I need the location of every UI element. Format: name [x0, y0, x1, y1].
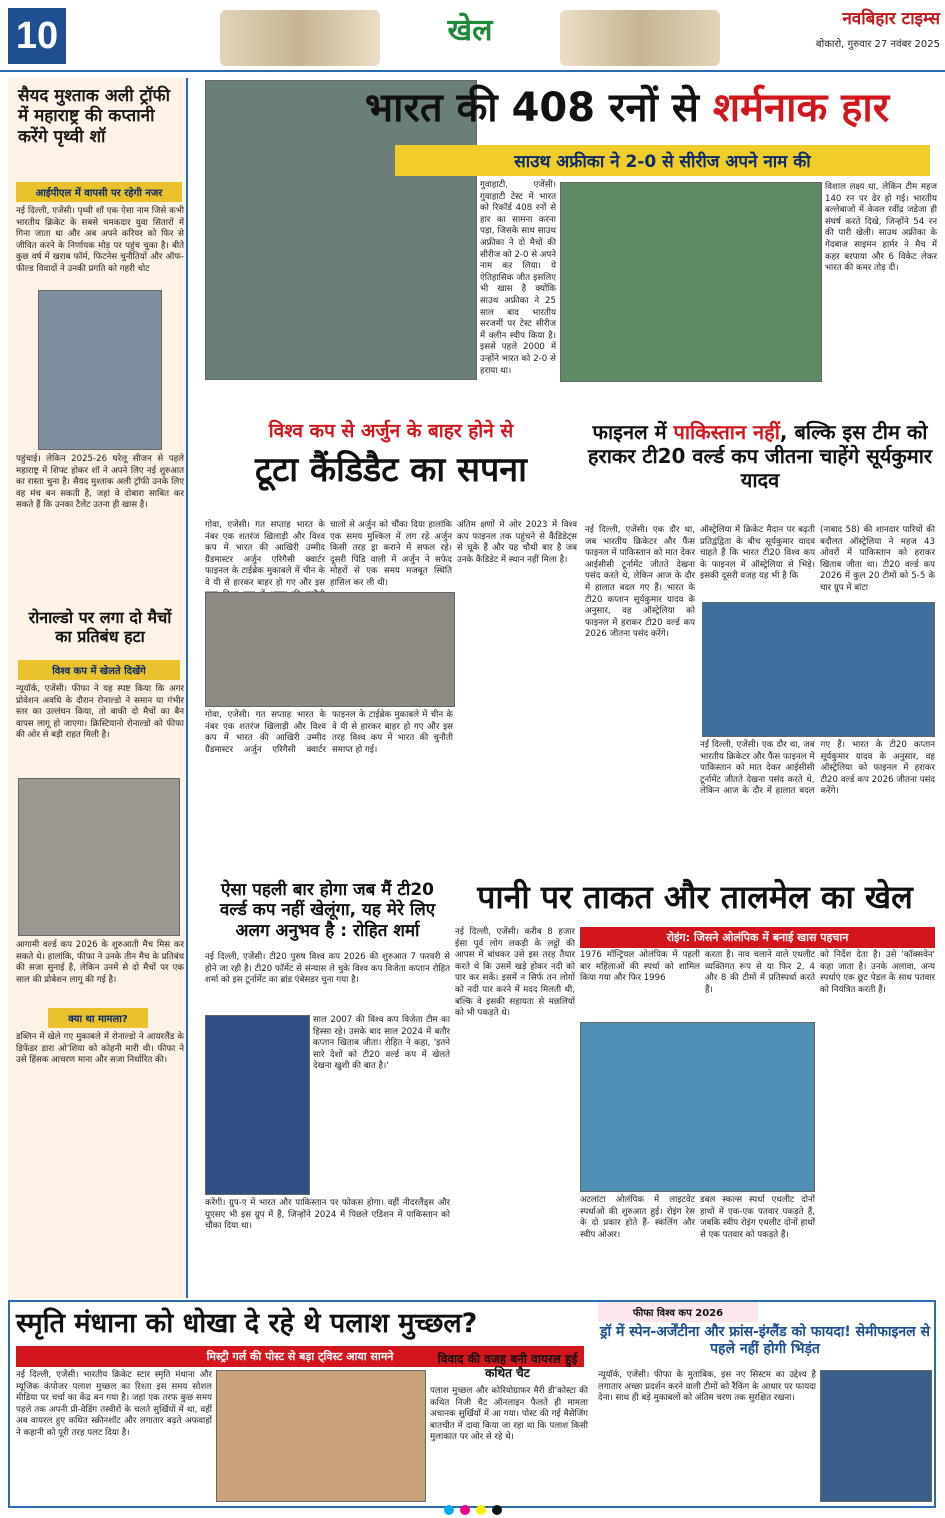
rowing-body-4: को निर्देश देता है। उसे 'कॉक्सवेन' कहा जाता है। उनके अलावा, अन्य स्पर्धाएं एक छूट पेडल के साथ पतवार को नियंत्रित करती हैं। [820, 950, 935, 995]
ronaldo-strap: विश्व कप में खेलते दिखेंगे [18, 660, 180, 680]
chat-subhead: विवाद की वजह बनी वायरल हुई कथित चैट [437, 1352, 578, 1381]
chat-body: पलाश मुच्छल और कोरियोग्राफर मैरी डी'कोस्टा की कथित निजी चैट ऑनलाइन फैलते ही मामला अचानक सुर्खियों में आ गया। पोस्ट की गई मैसेजिंग बातचीत में दावा किया जा रहा था कि पलाश किसी मुलाकात पर ओर से रहे थे। [430, 1386, 588, 1443]
surya-headline-b: पाकिस्तान नहीं [673, 420, 780, 444]
rowing-photo [580, 1022, 815, 1192]
ronaldo-body-final: डब्लिन में खेले गए मुकाबले में रोनाल्डो ने आयरलैंड के डिफेंडर डारा ओ'शिया को कोहनी मारी थी। फीफा ने उसे हिंसक आचरण माना और सजा निर्धारित की। [16, 1032, 184, 1066]
fifa-headline: ड्रॉ में स्पेन-अर्जेंटीना और फ्रांस-इंग्लैंड को फायदा! सेमीफाइनल से पहले नहीं होगी भिड़ंत [600, 1324, 930, 1357]
arjun-body-right: अंतिम क्षणों में ओर 2023 में विश्व कप फाइनल तक पहुंचने से कैंडिडेट्स से चूके हैं और यह चौथी बार है जब उनके कैंडिडेट में स्थान नहीं मिला है। [457, 520, 577, 565]
sports-illustration [220, 10, 380, 66]
smriti-body: नई दिल्ली, एजेंसी। भारतीय क्रिकेट स्टार स्मृति मंधाना और म्यूजिक कंपोजर पलाश मुच्छल का रिश्ता इस समय सोशल मीडिया पर चर्चा का केंद्र बन गया है। जहां एक तरफ कुछ समय पहले तक अपनी प्री-वेडिंग तस्वीरों के चलते सुर्खियों में था, वहीं अब वायरल हुए कथित स्क्रीनशॉट और लगातार बढ़ते अफवाहों ने कहानी को पूरी तरह पलट दिया है। [16, 1370, 212, 1438]
rowing-headline: पानी पर ताकत और तालमेल का खेल [477, 878, 913, 916]
surya-body-3: (नाबाद 58) की शानदार पारियों की बदौलत ऑस्ट्रेलिया ने महज 43 ओवरों में पाकिस्तान को हराकर खिताब जीता था। टी20 वर्ल्ड कप 2026 में कुल 20 टीमों को 5-5 के चार ग्रुप में बांटा [820, 525, 935, 593]
shaw-strap: आईपीएल में वापसी पर रहेगी नजर [16, 182, 182, 202]
surya-headline [585, 420, 935, 492]
section-title: खेल [447, 13, 493, 48]
masthead [0, 0, 945, 72]
arjun-body-2: चालों से अर्जुन को चौंका दिया हालांकि एक समय मुश्किल में लग रहे अर्जुन किसी तरह ड्रा कराने में सफल रहे। दूसरी पिंडि वाली में अर्जुन ने सफेद मोहरों से एक समय मजबूत स्थिति हासिल कर ली थी। [330, 520, 452, 588]
india-loss-body: गुवाहाटी, एजेंसी। गुवाहाटी टेस्ट में भारत को रिकॉर्ड 408 रनों से हार का सामना करना पड़ा, जिसके साथ साउथ अफ्रीका ने दो मैचों की सीरीज को 2-0 से अपने नाम कर लिया। ये ऐतिहासिक जीत इसलिए भी खास है क्योंकि साउथ अफ्रीका ने 25 साल बाद भारतीय सरजमीं पर टेस्ट सीरीज में क्लीन स्वीप किया है। इससे पहले 2000 में उन्होंने भारत को 2-0 से हराया था। [480, 180, 556, 376]
dateline: बोकारो, गुरुवार 27 नवंबर 2025 [815, 39, 940, 50]
chess-players-photo [205, 592, 455, 707]
south-africa-celebration-photo [560, 182, 822, 382]
fifa-body: न्यूयॉर्क, एजेंसी। फीफा के मुताबिक, इस नए सिस्टम का उद्देश्य है लगातार अच्छा प्रदर्शन करने वाली टीमों को रैंकिंग के आधार पर फायदा देना। साथ ही बड़े मुकाबलों को अंतिम चरण तक सुरक्षित रखना। [598, 1370, 816, 1404]
shaw-body: नई दिल्ली, एजेंसी। पृथ्वी शॉ एक ऐसा नाम जिसे कभी भारतीय क्रिकेट के सबसे चमकदार युवा सितारों में गिना जाता था और अब अपने करियर को फिर से जीवित करने के निर्णायक मोड़ पर पहुंच चुका है। बीते कुछ वर्ष में खराब फॉर्म, फिटनेस चुनौतियों और ऑफ-फील्ड विवादों ने उनकी प्रगति को गहरी चोट [16, 206, 184, 274]
rohit-body-2: साल 2007 की विश्व कप विजेता टीम का हिस्सा रहे। उसके बाद साल 2024 में बतौर कप्तान खिताब जीता। रोहित ने कहा, 'इतने सारे देशों को टी20 वर्ल्ड कप में खेलते देखना खुशी की बात है।' [313, 1015, 450, 1072]
smriti-headline: स्मृति मंधाना को धोखा दे रहे थे पलाश मुच्छल? [16, 1308, 478, 1339]
print-registration-marks [0, 1505, 945, 1518]
rowing-strap: रोइंग: जिसने ओलंपिक में बनाई खास पहचान [580, 927, 935, 948]
rowing-body: नई दिल्ली, एजेंसी। करीब 8 हजार ईसा पूर्व लोग लकड़ी के लट्ठों की आपस में बांधकर उसे इस तरह तैयार करते थे कि उसमें खड़े होकर नदी को पार कर सकें। इसमें न सिर्फ तन लोगों को नदी पार करने में मदद मिलती थी, बल्कि वे इसकी सहायता से मछलियों को भी पकड़ते थे। [455, 927, 575, 1019]
rohit-body-3: करेंगी। ग्रुप-ए में भारत और पाकिस्तान पर फोकस होगा। वहीं नीदरलैंड्स और यूएसए भी इस ग्रुप में हैं, जिन्होंने 2024 में पिछले एडिशन में पाकिस्तान को चौंका दिया था। [205, 1198, 450, 1232]
surya-body-2: ऑस्ट्रेलिया में क्रिकेट मैदान पर बढ़ती प्रतिद्वंद्विता के बीच सूर्यकुमार यादव चाहते हैं कि भारत टी20 विश्व कप के फाइनल में ऑस्ट्रेलिया से भिड़े। इसकी दूसरी वजह यह भी है कि [700, 525, 815, 582]
surya-headline-a: फाइनल में [592, 420, 674, 444]
yellow-mark [476, 1505, 486, 1515]
ronaldo-headline: रोनाल्डो पर लगा दो मैचों का प्रतिबंध हटा [28, 608, 172, 647]
ronaldo-photo [18, 778, 180, 936]
india-loss-subheadline: साउथ अफ्रीका ने 2-0 से सीरीज अपने नाम की [395, 145, 930, 176]
ronaldo-body: न्यूयॉर्क, एजेंसी। फीफा ने यह स्पष्ट किया कि अगर प्रोवेशन अवधि के दौरान रोनाल्डो ने समान या गंभीर स्तर का उल्लंघन किया, तो बाकी दो मैचों का बैन वापस लागू हो जाएगा। क्रिस्टियानो रोनाल्डो को फीफा की ओर से बड़ी राहत मिली है। [16, 684, 184, 741]
rohit-body: नई दिल्ली, एजेंसी। टी20 पुरुष विश्व कप 2026 की शुरुआत 7 फरवरी से होने जा रही है। टी20 फॉर्मेट से संन्यास ले चुके विश्व कप विजेता कप्तान रोहित शर्मा को इस टूर्नामेंट का ब्रांड एंबेसडर चुना गया है। [205, 952, 450, 986]
arjun-body-3: गोवा, एजेंसी। गत सप्ताह भारत के नंबर एक शतरंज खिलाड़ी और विश्व कप में भारत की आखिरी उम्मीद ग्रैंडमास्टर अर्जुन एरिगैसी क्वार्टर फाइनल के टाईब्रेक मुकाबले में चीन के वे यी से हारकर बाहर हो गए और इस तरह विश्व कप में भारत की चुनौती समाप्त हो गई। [205, 710, 453, 755]
rohit-headline: ऐसा पहली बार होगा जब मैं टी20 वर्ल्ड कप नहीं खेलूंगा, यह मेरे लिए अलग अनुभव है : रोहित शर्मा [219, 880, 436, 941]
india-loss-body-right: विशाल लक्ष्य था, लेकिन टीम महज 140 रन पर ढेर हो गई। भारतीय बल्लेबाजों में केवल रवींद्र जडेजा ही संघर्ष करते दिखे, जिन्होंने 54 रन की पारी खेली। साउथ अफ्रीका के गेंदबाज साइमन हार्मर ने मैच में कहर बरपाया और 6 विकेट लेकर भारत की कमर तोड़ दी। [825, 182, 937, 274]
arjun-headline [205, 420, 577, 443]
rowing-body-5: अटलांटा ओलंपिक में लाइटवेट स्पर्धाओं की शुरुआत हुई। रोइंग रेस के दो प्रकार होते हैं- स्कलिंग और स्वीप ओअर। [580, 1195, 695, 1240]
surya-body: नई दिल्ली, एजेंसी। एक दौर था, जब भारतीय क्रिकेटर और फैंस फाइनल में पाकिस्तान को मात देकर आईसीसी टूर्नामेंट जीतते देखना पसंद करते थे, लेकिन आज के दौर में हालात बदल गए हैं। भारत के टी20 कप्तान सूर्यकुमार यादव के अनुसार, वह ऑस्ट्रेलिया को फाइनल में हराकर टी20 वर्ल्ड कप 2026 जीतना पसंद करेंगे। [585, 525, 695, 640]
arjun-headline-c: के बाहर होने से [400, 420, 514, 442]
arjun-body: गोवा, एजेंसी। गत सप्ताह भारत के नंबर एक शतरंज खिलाड़ी और विश्व कप में भारत की आखिरी उम्मीद ग्रैंडमास्टर अर्जुन एरिगैसी क्वार्टर फाइनल के टाईब्रेक मुकाबले में चीन के वे यी से हारकर बाहर हो गए और इस [205, 520, 325, 588]
fifa-players-photo [820, 1370, 932, 1502]
arjun-headline-2: टूटा कैंडिडैट का सपना [255, 450, 527, 490]
prithvi-shaw-photo [38, 290, 162, 450]
rowing-body-6: डबल स्कल्स स्पर्धा एथलीट दोनों हाथों में एक-एक पतवार पकड़ते हैं, जबकि स्वीप रोइंग एथलीट दोनों हाथों से एक पतवार को पकड़ते हैं। [700, 1195, 815, 1240]
india-loss-headline [365, 84, 930, 132]
headline-part-2: शर्मनाक हार [712, 85, 890, 131]
surya-headline-c: , बल्कि इस टीम को हराकर टी20 वर्ल्ड कप जीतना चाहेंगे सूर्यकुमार यादव [587, 420, 933, 492]
magenta-mark [460, 1505, 470, 1515]
surya-body-4: नई दिल्ली, एजेंसी। एक दौर था, जब भारतीय क्रिकेटर और फैंस फाइनल में पाकिस्तान को मात देकर आईसीसी टूर्नामेंट जीतते देखना पसंद करते थे, लेकिन आज के दौर में हालात बदल गए हैं। भारत के टी20 कप्तान सूर्यकुमार यादव के अनुसार, वह ऑस्ट्रेलिया को फाइनल में हराकर टी20 वर्ल्ड कप 2026 जीतना पसंद करेंगे। [700, 740, 935, 797]
sports-illustration-right [560, 10, 720, 66]
ronaldo-body-continued: आगामी वर्ल्ड कप 2026 के शुरुआती मैच मिस कर सकते थे। हालांकि, फीफा ने उनके तीन मैच के प्रतिबंध की सजा सुनाई है, लेकिन उनमें से दो मैचों पर एक साल की प्रोबेशन लागू की गई है। [16, 940, 184, 985]
rohit-sharma-photo [205, 1015, 310, 1195]
smriti-palash-photo [216, 1370, 426, 1502]
headline-part-1: भारत की 408 रनों से [365, 85, 713, 131]
ronaldo-subhead: क्या था मामला? [48, 1008, 148, 1028]
arjun-headline-a: विश्व कप से [268, 420, 361, 442]
smriti-strap: मिस्ट्री गर्ल की पोस्ट से बड़ा ट्विस्ट आया सामने [16, 1346, 584, 1367]
shaw-body-continued: पहुंचाई। लेकिन 2025-26 घरेलू सीजन से पहले महाराष्ट्र में शिफ्ट होकर शॉ ने अपने लिए नई शुरुआत का रास्ता चुना है। सैयद मुश्ताक अली ट्रॉफी उनके लिए वह मंच बन सकती है, जहां वे दोबारा साबित कर सकते हैं कि उनका टैलेंट उतना ही खास है। [16, 454, 184, 511]
arjun-headline-b: अर्जुन [360, 420, 401, 442]
suryakumar-photo [702, 602, 935, 737]
rowing-body-2: 1976 मॉन्ट्रियल ओलंपिक में पहली बार महिलाओं की स्पर्धा को शामिल किया गया और फिर 1996 [580, 950, 700, 984]
black-mark [492, 1505, 502, 1515]
newspaper-name: नवबिहार टाइम्स [842, 9, 940, 29]
bottom-section [8, 1300, 936, 1508]
page-number: 10 [8, 8, 66, 64]
cyan-mark [444, 1505, 454, 1515]
shaw-headline: सैयद मुश्ताक अली ट्रॉफी में महाराष्ट्र की कप्तानी करेंगे पृथ्वी शॉ [18, 86, 171, 147]
fifa-tag: फीफा विश्व कप 2026 [598, 1302, 758, 1322]
left-column [8, 78, 188, 1298]
rowing-body-3: करता है। नाव चलाने वाले एथलीट व्यक्तिगत रूप से या फिर 2, 4 और 8 की टीमों में प्रतिस्पर्धा करते हैं। [705, 950, 815, 995]
